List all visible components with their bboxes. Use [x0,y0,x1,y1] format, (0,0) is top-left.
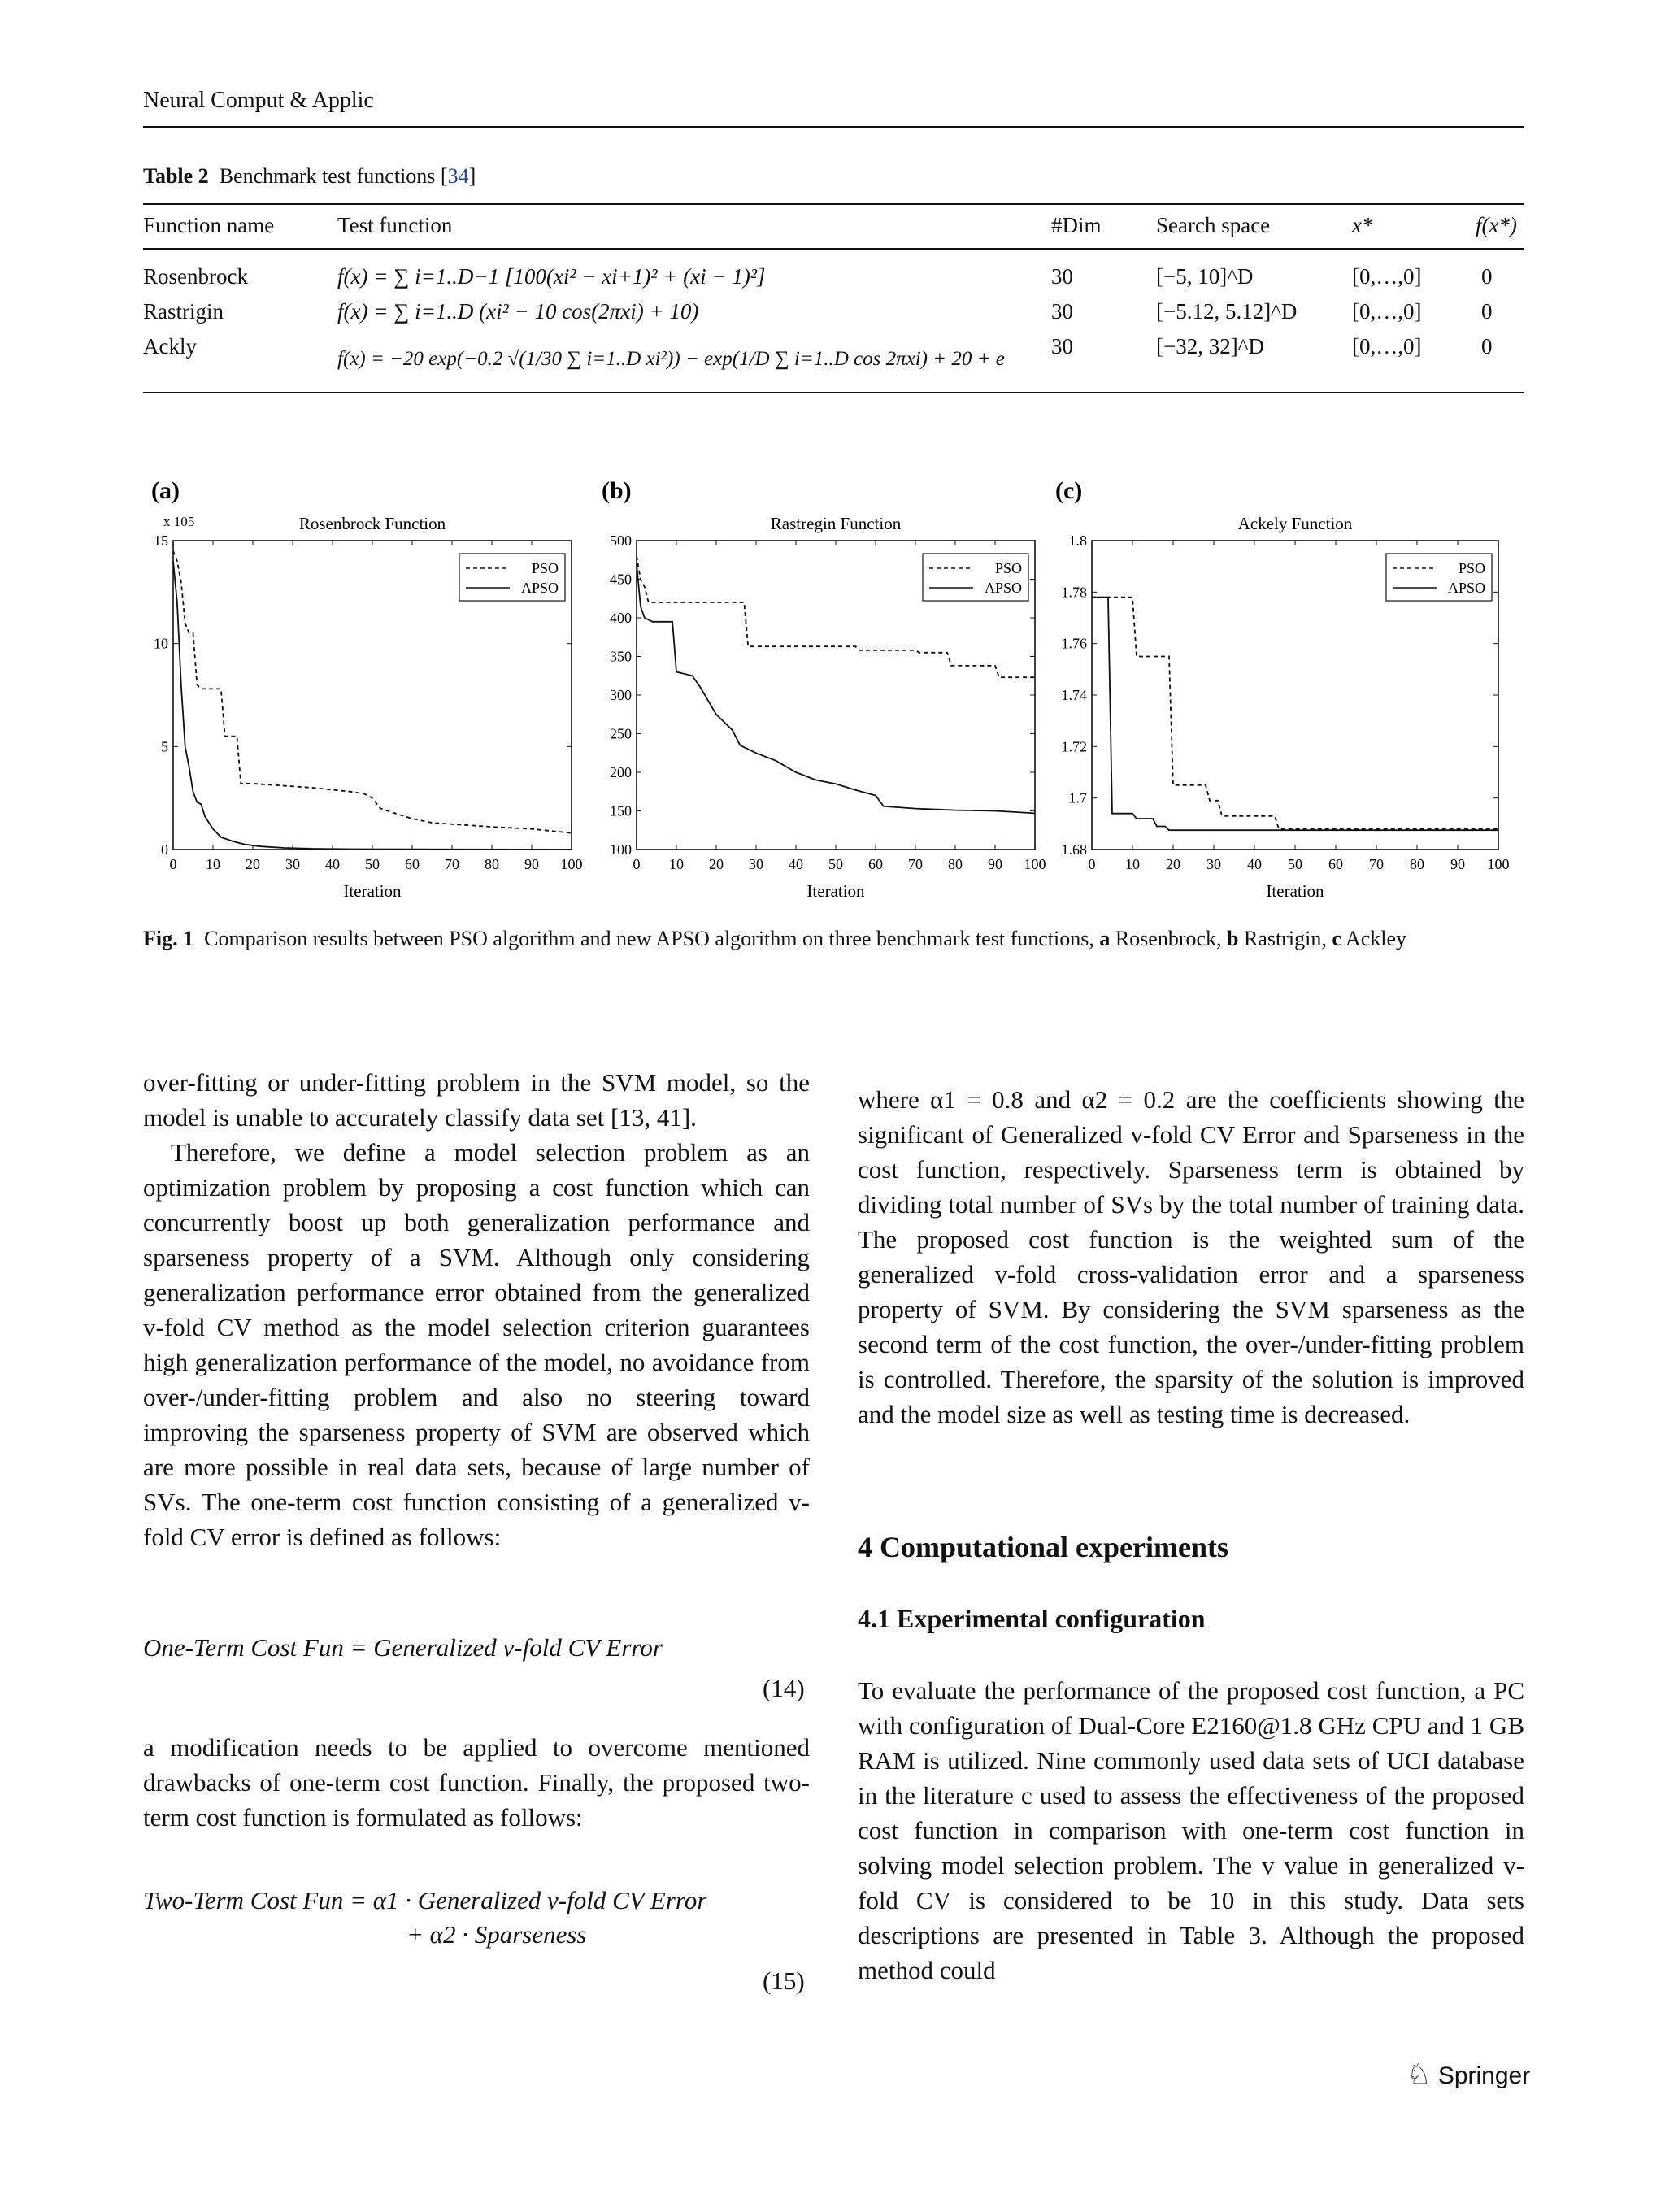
y-tick-label: 1.8 [1068,532,1087,549]
y-tick-label: 100 [610,841,632,858]
y-tick-label: 350 [610,648,632,665]
table-cell-dim: 30 [1051,264,1073,289]
y-tick-label: 0 [161,841,168,858]
x-tick-label: 30 [749,856,763,872]
table-cell-formula: f(x) = ∑ i=1..D (xi² − 10 cos(2πxi) + 10) [337,299,699,324]
y-scale-label: x 105 [163,514,195,529]
figure-1 [146,476,1528,902]
subsection-heading: 4.1 Experimental configuration [858,1604,1206,1633]
caption-part-c: c [1332,927,1341,950]
x-tick-label: 100 [1024,856,1046,872]
x-tick-label: 30 [285,856,300,872]
legend-label: PSO [1458,560,1485,576]
legend-label: APSO [984,580,1022,596]
series-line-pso [1092,598,1498,829]
chart-ackley [1062,514,1510,901]
table-cell-name: Rosenbrock [143,264,248,289]
table-ref[interactable]: 34 [447,164,469,188]
chart-title: Rosenbrock Function [298,514,446,533]
table-cell-formula: f(x) = −20 exp(−0.2 √(1/30 ∑ i=1..D xi²)) − exp(1/D ∑ i=1..D cos 2πxi) + 20 + e [337,348,1005,370]
x-tick-label: 0 [633,856,641,872]
table-rule-top [143,203,1524,205]
table-caption [143,164,476,189]
panel-label: (c) [1055,477,1083,504]
y-tick-label: 1.68 [1061,841,1087,858]
table-rule-mid [143,248,1524,250]
left-paragraph-3: a modification needs to be applied to overcome mentioned drawbacks of one-term cost function. Finally, the proposed two-term cost function is formulated as follows: [143,1733,810,1832]
x-tick-label: 20 [1166,856,1180,872]
table-cell-dim: 30 [1051,334,1073,359]
legend-label: PSO [531,560,559,576]
equation-15-line-2: + α2 · Sparseness [406,1920,587,1949]
table-cell-dim: 30 [1051,299,1073,324]
y-tick-label: 250 [610,725,632,742]
y-tick-label: 10 [154,635,168,652]
panel-label: (b) [602,477,632,504]
x-tick-label: 70 [908,856,923,872]
caption-part-rosenbrock: Rosenbrock, [1115,927,1222,950]
table-cell-fstar: 0 [1481,264,1493,289]
header-rule [143,126,1524,128]
x-tick-label: 90 [1450,856,1465,872]
table-cell-space: [−32, 32]^D [1156,334,1264,359]
table-cell-formula: f(x) = ∑ i=1..D−1 [100(xi² − xi+1)² + (xi − 1)²] [337,264,766,289]
legend-label: PSO [994,560,1022,576]
equation-15-number: (15) [763,1966,805,1995]
legend-label: APSO [520,580,559,596]
equation-14-number: (14) [763,1674,805,1702]
series-line-apso [1092,598,1498,831]
y-tick-label: 1.74 [1061,687,1087,703]
caption-part-a: a [1099,927,1111,950]
left-column-continued [143,1730,810,1835]
x-tick-label: 60 [1328,856,1343,872]
equation-14: One-Term Cost Fun = Generalized v-fold CV Error [143,1633,663,1662]
table-title: Benchmark test functions [34] [219,164,476,188]
table-cell-xstar: [0,…,0] [1352,334,1422,359]
y-tick-label: 200 [610,764,632,780]
equation-15-line-1: Two-Term Cost Fun = α1 · Generalized v-fold CV Error [143,1886,707,1914]
y-tick-label: 1.78 [1061,584,1087,601]
x-tick-label: 20 [709,856,724,872]
x-tick-label: 100 [1487,856,1510,872]
y-tick-label: 450 [610,571,632,588]
table-label: Table 2 [143,164,209,188]
y-tick-label: 1.76 [1061,635,1087,652]
table-cell-space: [−5, 10]^D [1156,264,1254,289]
left-paragraph-2: Therefore, we define a model selection problem as an optimization problem by proposing a cost function which can concurrently boost up both generalization performance and sparseness property of a SVM. Although only considering generalization performance error obtained from the generalized v-fold CV method as the model selection criterion guarantees high generalization performance of the model, no avoidance from over-/under-fitting problem and also no steering toward improving the sparseness property of SVM are observed which are more possible in real data sets, because of large number of SVs. The one-term cost function consisting of a generalized v-fold CV error is defined as follows: [143,1138,810,1551]
table-cell-xstar: [0,…,0] [1352,299,1422,324]
caption-part-b: b [1227,927,1239,950]
y-tick-label: 150 [610,802,632,819]
x-tick-label: 70 [445,856,459,872]
y-tick-label: 5 [161,738,168,755]
left-column [143,1065,810,1554]
running-head: Neural Comput & Applic [143,88,374,113]
y-tick-label: 15 [154,532,168,549]
left-paragraph-1: over-fitting or under-fitting problem in the SVM model, so the model is unable to accurately classify data set [13, 41]. [143,1068,810,1132]
y-tick-label: 1.72 [1061,738,1087,755]
x-tick-label: 30 [1206,856,1221,872]
x-tick-label: 10 [1125,856,1140,872]
x-tick-label: 10 [669,856,684,872]
table-header-name: Function name [143,213,275,237]
legend-label: APSO [1447,580,1485,596]
x-tick-label: 0 [1088,856,1096,872]
y-tick-label: 400 [610,610,632,626]
x-tick-label: 40 [789,856,803,872]
x-axis-label: Iteration [1266,881,1324,901]
x-tick-label: 20 [246,856,260,872]
x-tick-label: 60 [868,856,883,872]
y-tick-label: 1.7 [1068,789,1087,806]
table-header-space: Search space [1156,213,1271,237]
x-tick-label: 90 [988,856,1002,872]
x-tick-label: 10 [206,856,220,872]
chart-rosenbrock [154,514,583,901]
x-tick-label: 90 [524,856,539,872]
table-cell-space: [−5.12, 5.12]^D [1156,299,1298,324]
x-tick-label: 40 [1247,856,1262,872]
chart-title: Rastregin Function [770,514,902,533]
right-paragraph-1: where α1 = 0.8 and α2 = 0.2 are the coefficients showing the significant of Generalized v-fold CV Error and Sparseness in the cost function, respectively. Sparseness term is obtained by dividing total number of SVs by the total number of training data. The proposed cost function is the weighted sum of the generalized v-fold cross-validation error and a sparseness property of SVM. By considering the SVM sparseness as the second term of the cost function, the over-/under-fitting problem is controlled. Therefore, the sparsity of the solution is improved and the model size as well as testing time is decreased. [858,1085,1524,1428]
x-tick-label: 80 [485,856,499,872]
series-line-apso [173,561,572,850]
publisher-logo [1406,2058,1530,2091]
x-tick-label: 100 [560,856,583,872]
x-tick-label: 60 [405,856,420,872]
section-heading: 4 Computational experiments [858,1531,1228,1563]
springer-horse-icon: ♘ [1406,2059,1432,2090]
table-cell-xstar: [0,…,0] [1352,264,1422,289]
caption-part-rastrigin: Rastrigin, [1244,927,1327,950]
right-column [858,1082,1524,1432]
chart-title: Ackely Function [1237,514,1353,533]
publisher-name: Springer [1437,2062,1531,2089]
x-tick-label: 70 [1369,856,1384,872]
right-column-continued [858,1673,1524,1988]
x-tick-label: 50 [828,856,843,872]
caption-part-ackley: Ackley [1345,927,1407,950]
table-header-dim: #Dim [1051,213,1102,237]
table-cell-fstar: 0 [1481,334,1493,359]
x-tick-label: 50 [1288,856,1302,872]
panel-label: (a) [151,477,180,504]
x-tick-label: 50 [365,856,380,872]
chart-rastrigin [610,514,1046,901]
table-cell-name: Rastrigin [143,299,224,324]
x-tick-label: 80 [948,856,963,872]
figure-caption-text: Comparison results between PSO algorithm and new APSO algorithm on three benchmark test functions, [204,927,1094,950]
table-cell-name: Ackly [143,334,197,359]
x-tick-label: 0 [169,856,177,872]
table-cell-fstar: 0 [1481,299,1493,324]
y-tick-label: 500 [610,532,632,549]
table-header-fstar: f(x*) [1476,213,1517,237]
x-axis-label: Iteration [343,881,402,901]
y-tick-label: 300 [610,687,632,703]
table-header-function: Test function [337,213,453,237]
table-header-xstar: x* [1352,213,1373,237]
x-axis-label: Iteration [806,881,865,901]
x-tick-label: 40 [325,856,340,872]
x-tick-label: 80 [1410,856,1424,872]
table-rule-bottom [143,392,1524,393]
right-paragraph-2: To evaluate the performance of the proposed cost function, a PC with configuration of Dual-Core E2160@1.8 GHz CPU and 1 GB RAM is utilized. Nine commonly used data sets of UCI database in the literature c used to assess the effectiveness of the proposed cost function in comparison with one-term cost function in solving model selection problem. The v value in generalized v-fold CV is considered to be 10 in this study. Data sets descriptions are presented in Table 3. Although the proposed method could [858,1676,1524,1984]
figure-label: Fig. 1 [143,927,194,950]
figure-caption [143,924,1524,954]
